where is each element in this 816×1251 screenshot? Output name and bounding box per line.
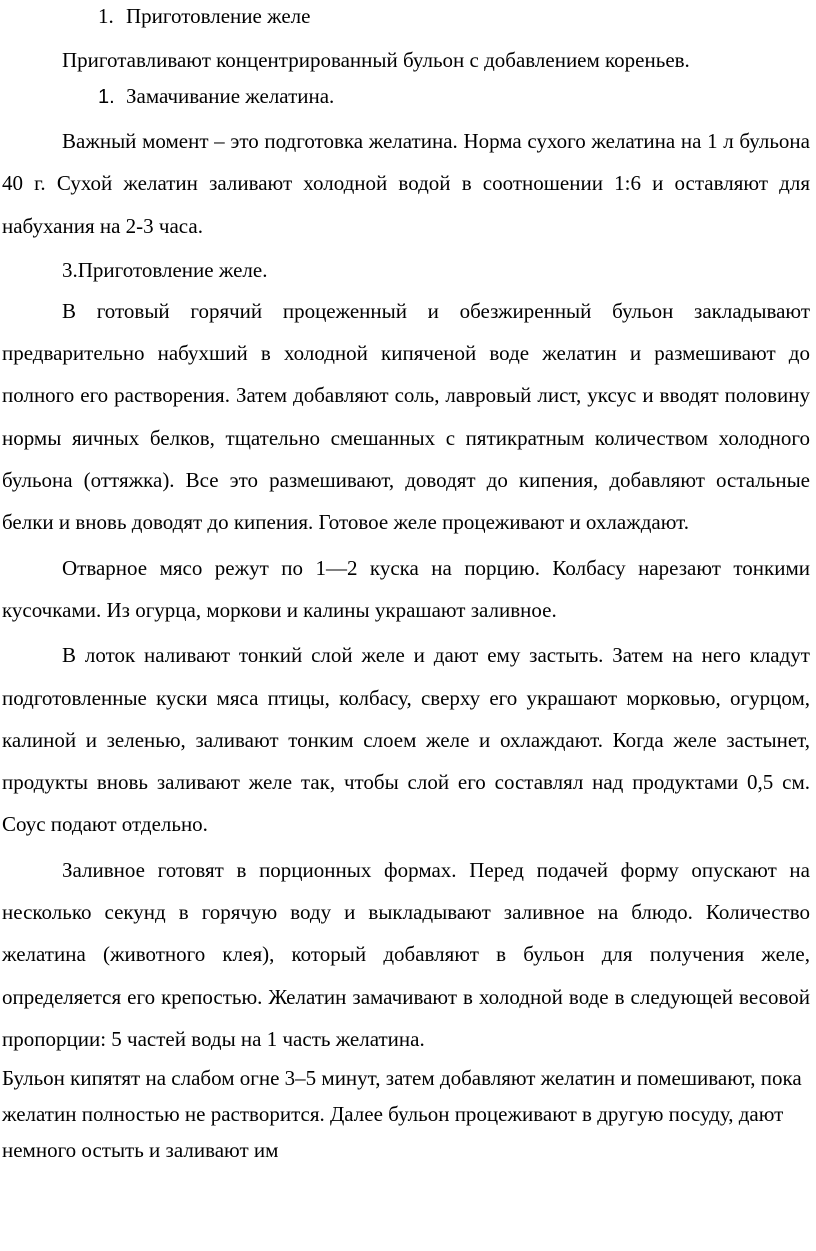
paragraph-intro: Приготавливают концентрированный бульон с добавлением кореньев. bbox=[62, 48, 690, 72]
list-number: 1. bbox=[98, 86, 115, 108]
list-item-text: Замачивание желатина. bbox=[126, 84, 335, 108]
section-heading-3: 3.Приготовление желе. bbox=[62, 257, 268, 282]
list-item-text: Приготовление желе bbox=[126, 4, 311, 28]
list-number: 1. bbox=[98, 4, 114, 28]
paragraph-gelatin: Важный момент – это подготовка желатина. Норма сухого желатина на 1 л бульона 40 г. Сухой желатин заливают холодной водой в соотношении 1:6 и оставляют для набухания на 2-3 часа. bbox=[2, 129, 810, 238]
paragraph-molds: Заливное готовят в порционных формах. Перед подачей форму опускают на несколько секунд в горячую воду и выкладывают заливное на блюдо. Количество желатина (животного клея), который добавляют в бульон для получения желе, определяется его крепостью. Желатин замачивают в холодной воде в следующей весовой пропорции: 5 частей воды на 1 часть желатина. bbox=[2, 857, 810, 1051]
paragraph-meat: Отварное мясо режут по 1—2 куска на порцию. Колбасу нарезают тонкими кусочками. Из огурца, моркови и калины украшают заливное. bbox=[2, 555, 810, 622]
list-item-preparation bbox=[2, 0, 810, 40]
list-item-soaking bbox=[2, 80, 810, 120]
paragraph-boil: Бульон кипятят на слабом огне 3–5 минут, затем добавляют желатин и помешивают, пока желатин полностью не растворится. Далее бульон процеживают в другую посуду, дают немного остыть и заливают им bbox=[2, 1066, 802, 1163]
paragraph-preparation: В готовый горячий процеженный и обезжиренный бульон закладывают предварительно набухший в холодной кипяченой воде желатин и размешивают до полного его растворения. Затем добавляют соль, лавровый лист, уксус и вводят половину нормы яичных белков, тщательно смешанных с пятикратным количеством холодного бульона (оттяжка). Все это размешивают, доводят до кипения, добавляют остальные белки и вновь доводят до кипения. Готовое желе процеживают и охлаждают. bbox=[2, 298, 810, 535]
paragraph-tray: В лоток наливают тонкий слой желе и дают ему застыть. Затем на него кладут подготовленные куски мяса птицы, колбасу, сверху его украшают морковью, огурцом, калиной и зеленью, заливают тонким слоем желе и охлаждают. Когда желе застынет, продукты вновь заливают желе так, чтобы слой его составлял над продуктами 0,5 см. Соус подают отдельно. bbox=[2, 643, 810, 837]
